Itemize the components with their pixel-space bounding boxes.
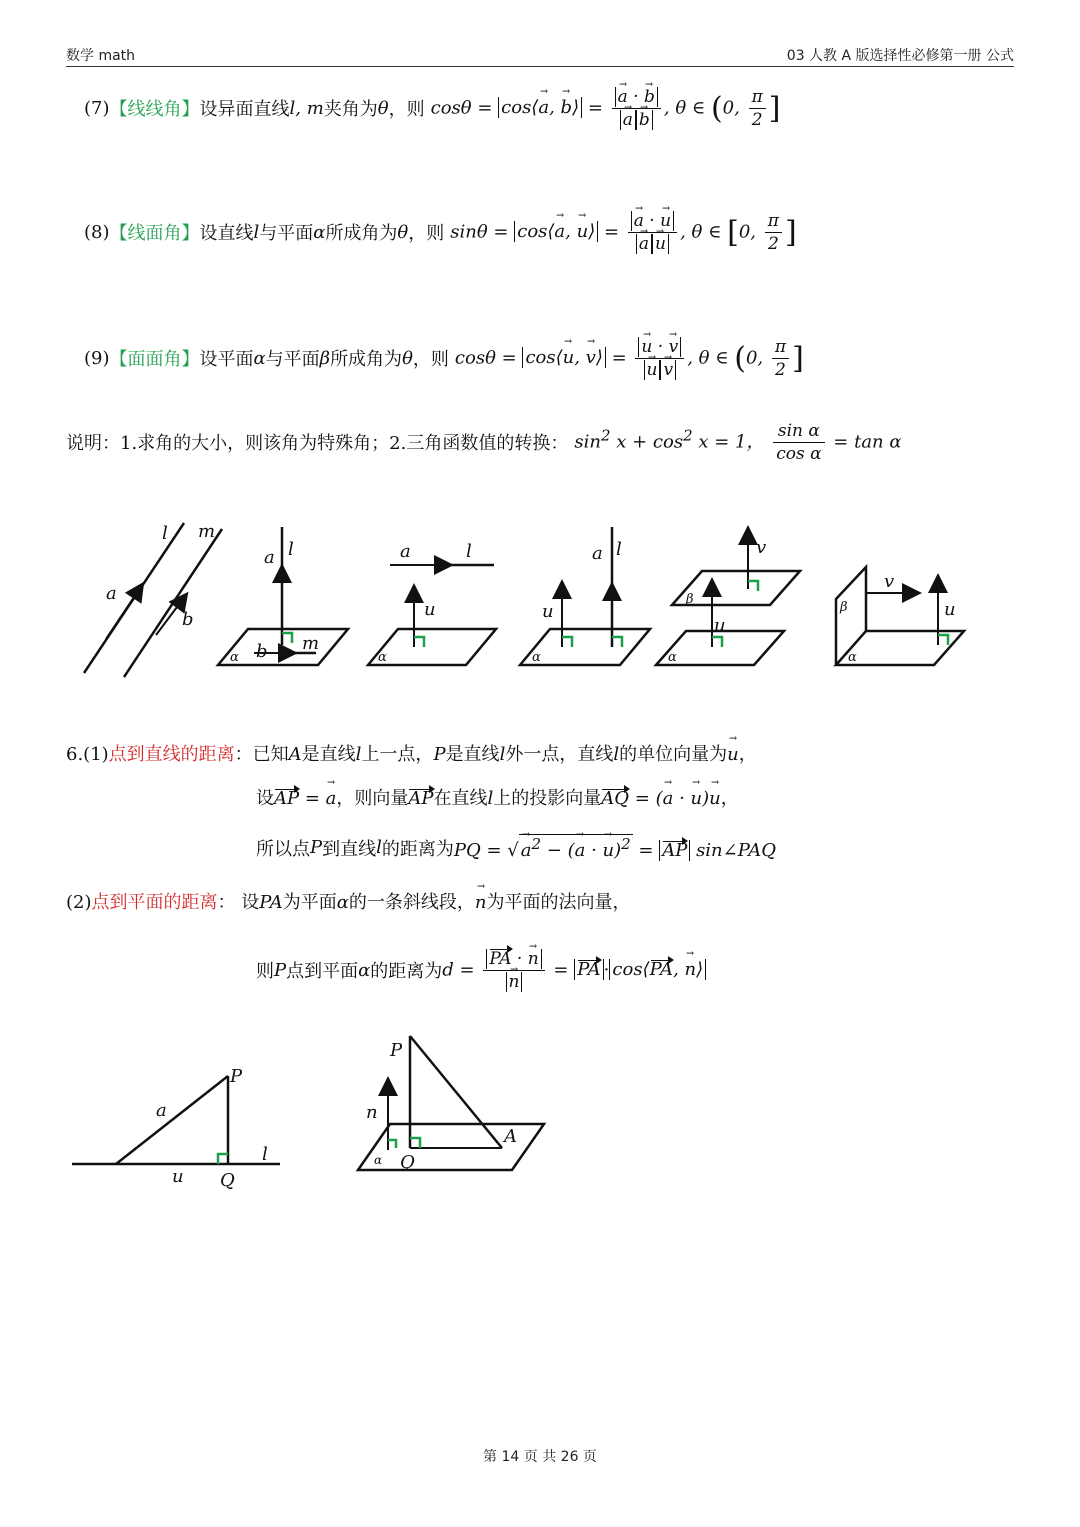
text: 设 [241, 892, 260, 913]
formula: cosθ = cos⟨→ a, → b⟩ = → a · → b → a→ b , θ ∈ (0, $\frac{\pi}{2}$ ] [431, 86, 781, 131]
label-Q: Q [220, 1170, 235, 1191]
section-label: (2) [66, 892, 92, 913]
item-text: 与平面 [265, 349, 320, 370]
var-P: P [274, 959, 287, 981]
var-n: → n [475, 892, 487, 913]
item-title: 【线面角】 [109, 223, 200, 244]
item-text: 与平面 [259, 223, 314, 244]
section-point-line-distance: 6.(1)点到直线的距离：已知A是直线l上一点，P是直线l外一点，直线l的单位向量为→ u， [66, 740, 757, 766]
header-right: 03 人教 A 版选择性必修第一册 公式 [786, 48, 1014, 64]
note-text: 说明：1.求角的大小，则该角为特殊角；2.三角函数值的转换： [66, 433, 569, 454]
label-beta: β [840, 600, 848, 615]
text: 则 [256, 961, 274, 982]
text: 所以点 [256, 838, 310, 860]
section-point-plane-distance [66, 888, 630, 914]
var-P: P [310, 837, 323, 858]
text: ，则向量 [336, 788, 409, 809]
label-alpha: α [374, 1153, 383, 1167]
formula: sinθ = cos⟨→ a, → u⟩ = → a · → u → a→ u , θ ∈ [0, $\frac{\pi}{2}$ ] [450, 210, 796, 255]
text: ： [217, 892, 236, 913]
figure-point-plane [358, 1036, 544, 1173]
note-formula: $\sin^2 x + \cos^2 x = 1$， $\frac{\text{sin α}}{\text{cos α}}$ = tan α [574, 420, 902, 464]
vec-AP: AP [408, 788, 434, 809]
vec-a: → a [326, 788, 337, 809]
var-l: l [499, 744, 506, 765]
text: ：已知 [234, 744, 289, 765]
item-title: 【面面角】 [109, 349, 200, 370]
label-alpha: α [378, 650, 387, 665]
formula-line-angle [84, 72, 780, 144]
item-text: 所成角为 [330, 349, 403, 370]
var-l: l [355, 744, 362, 765]
label-Q: Q [400, 1152, 415, 1173]
var-lm: l, m [289, 97, 324, 119]
text: 为平面 [282, 892, 337, 913]
distance-figures [66, 1030, 566, 1200]
var-A: A [288, 744, 302, 765]
label-a: a [106, 583, 117, 604]
var-l: l [253, 221, 260, 243]
label-l: l [466, 541, 472, 562]
page-footer: 第 14 页 共 26 页 [483, 1449, 597, 1465]
label-beta: β [686, 592, 694, 607]
label-b: b [256, 641, 268, 662]
label-u: u [944, 599, 956, 620]
label-v: v [884, 571, 895, 592]
vec-AP: AP [274, 788, 300, 809]
item-text: 设异面直线 [199, 99, 290, 120]
label-alpha: α [848, 650, 857, 665]
text: 在直线 [433, 788, 488, 809]
var-alpha: α [336, 892, 349, 913]
formula: cosθ = cos⟨→ u, → v⟩ = → u · → v → u→ v , θ ∈ (0, $\frac{\pi}{2}$ ] [455, 336, 804, 381]
formula-plane-plane-angle [84, 322, 804, 394]
angle-figures [66, 515, 1014, 695]
label-m: m [198, 521, 216, 542]
header-left: 数学 math [66, 48, 136, 64]
text: 为平面的法向量， [486, 892, 631, 913]
label-P: P [230, 1066, 243, 1087]
text: 是直线 [301, 744, 356, 765]
figure-line-parallel-plane [368, 541, 496, 665]
label-u: u [172, 1166, 184, 1187]
label-alpha: α [532, 650, 541, 665]
var-PA: PA [259, 892, 283, 913]
var-theta: θ [397, 221, 409, 243]
label-P: P [390, 1040, 403, 1061]
item-text: ，则 [388, 99, 425, 120]
text: 到直线 [322, 838, 377, 860]
item-title: 【线线角】 [109, 99, 200, 120]
label-u: u [542, 601, 554, 622]
label-l: l [262, 1144, 268, 1165]
header-rule [66, 66, 1014, 67]
label-a: a [264, 547, 275, 568]
item-text: 设直线 [199, 223, 254, 244]
text: 的距离为 [381, 838, 454, 860]
item-number: (7) [84, 97, 110, 119]
distance-line [256, 834, 776, 861]
label-l: l [288, 539, 294, 560]
var-alpha: α [358, 959, 371, 981]
projection-formula: AQ = (→ a · → u)→ u [601, 788, 720, 809]
figure-dihedral-planes [836, 567, 964, 665]
label-u: u [714, 615, 726, 636]
section-label: 6.(1) [66, 744, 109, 765]
label-u: u [424, 599, 436, 620]
text: 上的投影向量 [493, 788, 602, 809]
label-a: a [592, 543, 603, 564]
label-alpha: α [230, 650, 239, 665]
distance-formula: PQ = √→ $a^2$ − (→ a · → u)$^2$ = AP sin∠PAQ [454, 834, 776, 861]
item-text: 所成角为 [325, 223, 398, 244]
figure-two-planes [656, 529, 800, 665]
var-l: l [613, 744, 620, 765]
var-theta: θ [377, 97, 389, 119]
label-A: A [504, 1126, 517, 1147]
var-l: l [487, 788, 494, 809]
item-number: (9) [84, 347, 110, 369]
text: 的一条斜线段， [348, 892, 475, 913]
label-l: l [616, 539, 622, 560]
label-a: a [156, 1100, 167, 1121]
item-text: 设平面 [199, 349, 254, 370]
var-theta: θ [402, 347, 413, 369]
label-alpha: α [668, 650, 677, 665]
var-beta: β [319, 347, 331, 369]
label-n: n [366, 1102, 378, 1123]
section-title: 点到直线的距离 [108, 744, 235, 765]
text: 上一点， [361, 744, 434, 765]
item-number: (8) [84, 221, 110, 243]
label-v: v [756, 537, 767, 558]
figure-line-perp-plane [218, 527, 348, 665]
figure-skew-lines [84, 521, 222, 677]
var-alpha: α [253, 347, 266, 369]
projection-line: 设AP = → a，则向量AP在直线l上的投影向量AQ = (→ a · → u)→ u， [256, 784, 739, 810]
note-line [66, 414, 902, 470]
label-m: m [302, 633, 320, 654]
figure-point-line [72, 1066, 280, 1191]
figure-line-normal-plane [520, 527, 650, 665]
label-l: l [162, 523, 168, 544]
item-text: ，则 [412, 349, 449, 370]
text: 是直线 [445, 744, 500, 765]
var-P: P [433, 744, 446, 765]
var-alpha: α [313, 221, 326, 243]
item-text: ，则 [408, 223, 445, 244]
label-a: a [400, 541, 411, 562]
item-text: 夹角为 [323, 99, 378, 120]
var-u: → u [727, 744, 739, 765]
section-title: 点到平面的距离 [91, 892, 218, 913]
plane-distance-line [256, 934, 706, 1006]
var-l: l [376, 837, 382, 858]
plane-distance-formula: d = PA · → n → n = PA · cos⟨PA, → n⟩ [442, 948, 706, 993]
text: 的距离为 [370, 961, 443, 982]
text: 外一点，直线 [505, 744, 614, 765]
text: 点到平面 [286, 961, 359, 982]
label-b: b [182, 609, 194, 630]
formula-line-plane-angle [84, 196, 797, 268]
text: 设 [256, 788, 274, 809]
text: 的单位向量为 [619, 744, 728, 765]
